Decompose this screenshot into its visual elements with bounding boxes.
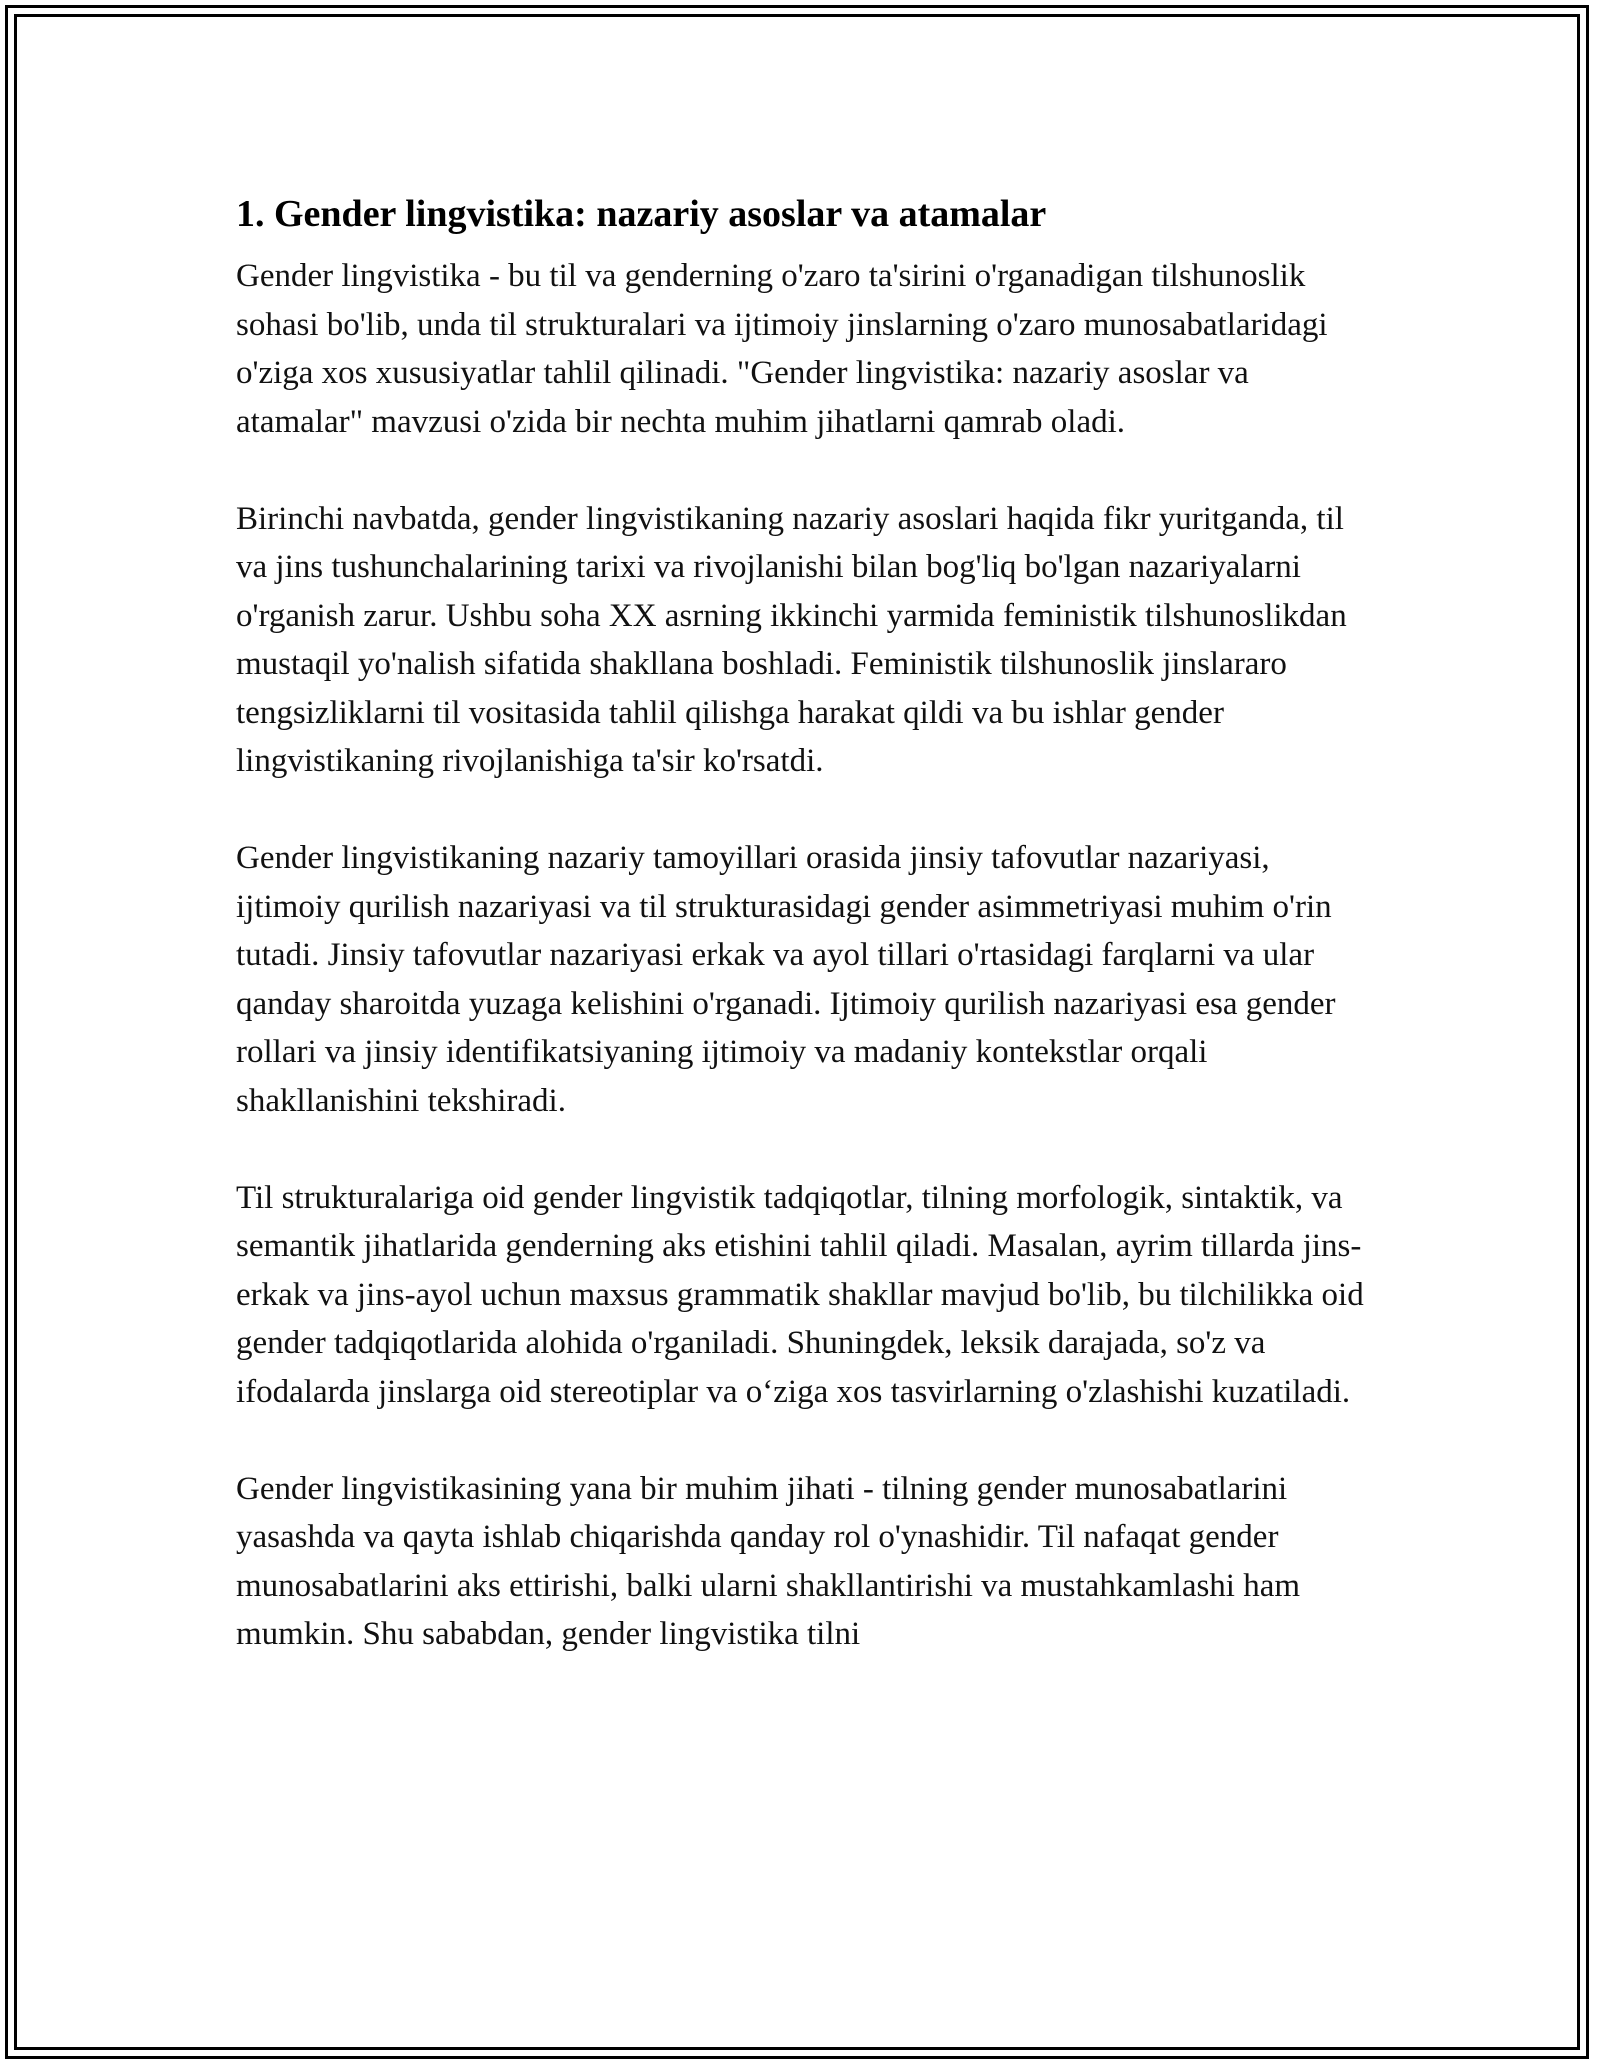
paragraph-2: Birinchi navbatda, gender lingvistikaning nazariy asoslari haqida fikr yuritganda, til va jins tushunchalarining tarixi va rivojlanishi bilan bog'liq bo'lgan nazariyalarni o'rganish zarur. Ushbu soha XX asrning ikkinchi yarmida feministik tilshunoslikdan mustaqil yo'nalish sifatida shakllana boshladi. Feministik tilshunoslik jinslararo tengsizliklarni til vositasida tahlil qilishga harakat qildi va bu ishlar gender lingvistikaning rivojlanishiga ta'sir ko'rsatdi.	[236, 500, 1347, 779]
section-heading: 1. Gender lingvistika: nazariy asoslar va atamalar	[236, 193, 1047, 235]
paragraph-4: Til strukturalariga oid gender lingvistik tadqiqotlar, tilning morfologik, sintaktik, va semantik jihatlarida genderning aks etishini tahlil qiladi. Masalan, ayrim tillarda jins-erkak va jins-ayol uchun maxsus grammatik shakllar mavjud bo'lib, bu tilchilikka oid gender tadqiqotlarida alohida o'rganiladi. Shuningdek, leksik darajada, so'z va ifodalarda jinslarga oid stereotiplar va o‘ziga xos tasvirlarning o'zlashishi kuzatiladi.	[236, 1179, 1364, 1410]
document-body	[236, 186, 1366, 1707]
paragraph-1: Gender lingvistika - bu til va genderning o'zaro ta'sirini o'rganadigan tilshunoslik sohasi bo'lib, unda til strukturalari va ijtimoiy jinslarning o'zaro munosabatlaridagi o'ziga xos xususiyatlar tahlil qilinadi. "Gender lingvistika: nazariy asoslar va atamalar" mavzusi o'zida bir nechta muhim jihatlarni qamrab oladi.	[236, 258, 1328, 440]
paragraph-3: Gender lingvistikaning nazariy tamoyillari orasida jinsiy tafovutlar nazariyasi, ijtimoiy qurilish nazariyasi va til strukturasidagi gender asimmetriyasi muhim o'rin tutadi. Jinsiy tafovutlar nazariyasi erkak va ayol tillari o'rtasidagi farqlarni va ular qanday sharoitda yuzaga kelishini o'rganadi. Ijtimoiy qurilish nazariyasi esa gender rollari va jinsiy identifikatsiyaning ijtimoiy va madaniy kontekstlar orqali shakllanishini tekshiradi.	[236, 840, 1336, 1119]
paragraph-5: Gender lingvistikasining yana bir muhim jihati - tilning gender munosabatlarini yasashda va qayta ishlab chiqarishda qanday rol o'ynashidir. Til nafaqat gender munosabatlarini aks ettirishi, balki ularni shakllantirishi va mustahkamlashi ham mumkin. Shu sababdan, gender lingvistika tilni	[236, 1470, 1301, 1652]
